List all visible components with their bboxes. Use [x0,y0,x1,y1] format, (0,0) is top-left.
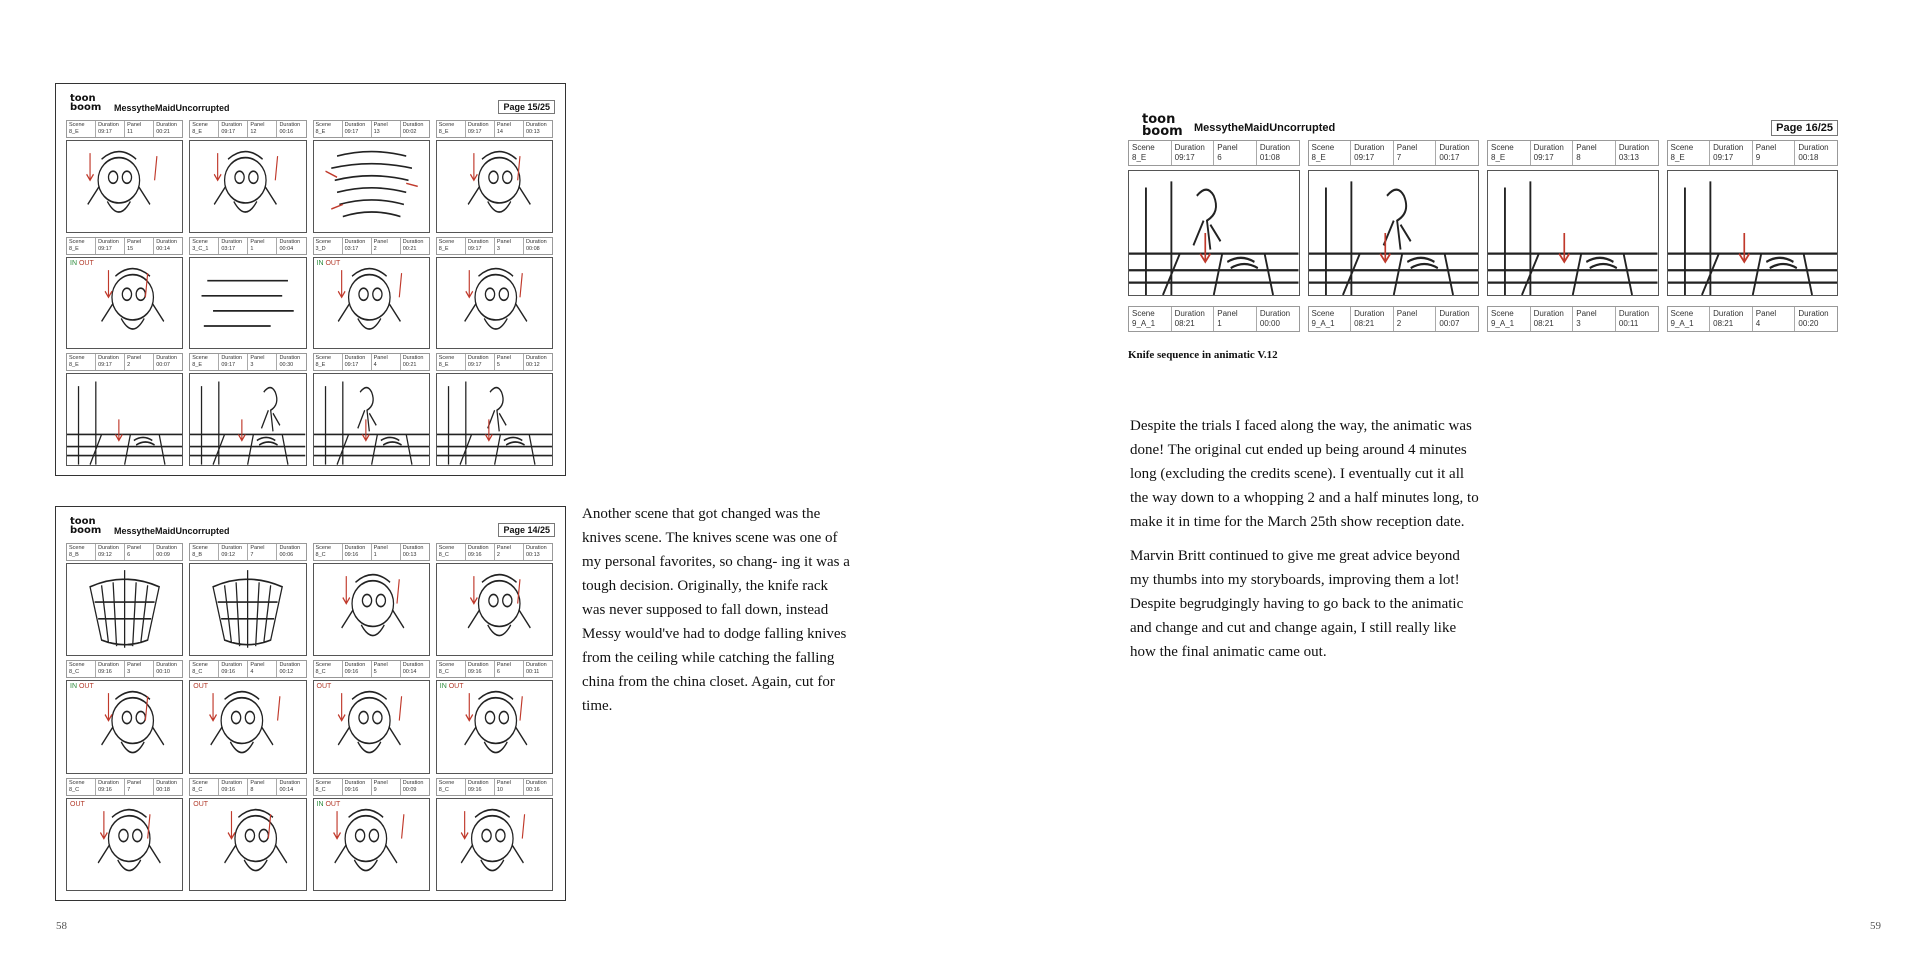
toonboom-logo: toon boom [70,516,102,536]
storyboard-panel [313,120,430,233]
meta-field: Scene 9_A_1 [1129,307,1172,331]
panel-meta [189,660,306,678]
storyboard-panel [66,237,183,350]
meta-field: Panel 4 [372,354,401,370]
meta-field: Duration 09:17 [466,354,495,370]
meta-field: Panel 9 [372,779,401,795]
in-out-marker: IN OUT [316,259,341,267]
meta-field: Panel 8 [1573,141,1616,165]
meta-field: Panel 6 [1214,141,1257,165]
meta-field: Duration 08:21 [1531,307,1574,331]
meta-field: Duration 09:17 [219,121,248,137]
meta-field: Duration 09:17 [96,238,125,254]
storyboard-panel [436,778,553,891]
meta-field: Scene 8_E [190,121,219,137]
storyboard-panel [189,660,306,773]
panel-meta [1487,306,1659,332]
panel-drawing [66,257,183,350]
panel-meta [436,778,553,796]
storyboard-page-16 [1128,98,1838,340]
panel-drawing [66,373,183,466]
in-out-marker: OUT [70,800,85,808]
panel-drawing [189,140,306,233]
storyboard-panel [436,353,553,466]
meta-field: Panel 1 [372,544,401,560]
meta-field: Duration 00:08 [525,238,547,252]
meta-field: Duration 00:09 [156,545,177,558]
meta-field: Duration 00:11 [525,662,547,676]
meta-field: Scene 8_C [190,661,219,677]
meta-field: Duration 03:17 [343,238,372,254]
meta-field: Panel 3 [248,354,277,370]
storyboard-panel [1128,140,1300,336]
meta-field: Scene 8_C [314,661,343,677]
toonboom-logo: toon boom [70,93,102,113]
panel-meta [313,353,430,371]
meta-field: Panel 7 [125,779,154,795]
panel-drawing [1128,170,1300,296]
storyboard-panel [189,353,306,466]
panel-drawing [436,798,553,891]
meta-field: Duration 00:30 [279,355,301,369]
meta-field: Panel 7 [248,544,277,560]
panel-drawing [189,798,306,891]
in-out-marker: OUT [316,683,332,691]
storyboard-panel [66,778,183,891]
panel-meta [189,353,306,371]
panel-drawing [189,563,306,656]
panel-drawing [436,140,553,233]
panel-drawing [313,680,430,773]
storyboard-panel [1667,140,1839,336]
meta-field: Duration 09:17 [1710,141,1753,165]
meta-field: Panel 11 [125,121,154,137]
meta-field: Scene 8_E [67,238,96,254]
meta-field: Duration 00:07 [1439,309,1470,328]
meta-field: Duration 00:18 [1798,143,1829,162]
meta-field: Duration 00:07 [156,355,177,369]
meta-field: Duration 00:13 [525,545,547,558]
meta-field: Scene 8_E [314,354,343,370]
meta-field: Panel 13 [372,121,401,137]
storyboard-panel [313,660,430,773]
storyboard-panel [189,778,306,891]
meta-field: Panel 14 [495,121,524,137]
meta-field: Duration 00:06 [279,545,301,558]
panel-drawing [189,373,306,466]
meta-field: Duration 09:17 [1531,141,1574,165]
panel-meta [66,353,183,371]
storyboard-panel [313,543,430,656]
meta-field: Panel 3 [125,661,154,677]
meta-field: Scene 8_E [1488,141,1531,165]
meta-field: Scene 8_B [67,544,96,560]
meta-field: Scene 8_C [190,779,219,795]
page-number-right: 59 [1870,920,1881,932]
meta-field: Duration 00:14 [279,779,301,793]
meta-field: Duration 00:14 [402,662,424,676]
meta-field: Duration 00:10 [156,662,177,676]
panel-meta [436,120,553,138]
panel-meta [1128,306,1300,332]
in-out-marker: IN OUT [70,259,94,267]
panel-meta [313,660,430,678]
panel-drawing [313,798,430,891]
left-paragraph: Another scene that got changed was the knives scene. The knives scene was one of my personal favorites, so chang- ing it was a tough decision. Originally, the knife rack was never supposed to fall down, instead Messy would've had to dodge falling knives from the ceiling while catching the falling china from the china closet. Again, cut for time. [582,506,850,714]
left-body-text [582,502,854,728]
panel-meta [436,543,553,561]
meta-field: Scene 8_E [190,354,219,370]
meta-field: Panel 6 [495,661,524,677]
meta-field: Duration 00:16 [279,122,301,135]
panel-drawing [436,680,553,773]
meta-field: Panel 6 [125,544,154,560]
meta-field: Duration 00:18 [156,779,177,793]
panel-meta [189,543,306,561]
in-out-marker: OUT [193,800,209,808]
meta-field: Duration 09:12 [96,544,125,560]
meta-field: Panel 2 [495,544,524,560]
panel-drawing [436,373,553,466]
meta-field: Duration 00:14 [156,238,177,252]
meta-field: Scene 8_C [437,779,466,795]
storyboard-panel [313,353,430,466]
meta-field: Duration 09:16 [219,661,248,677]
meta-field: Scene 8_E [437,121,466,137]
meta-field: Duration 09:17 [1172,141,1215,165]
meta-field: Scene 8_E [1309,141,1352,165]
panel-meta [66,660,183,678]
meta-field: Duration 00:20 [1798,309,1829,328]
meta-field: Duration 09:16 [343,779,372,795]
meta-field: Scene 8_C [67,779,96,795]
panel-drawing [189,257,306,350]
meta-field: Duration 00:21 [156,122,177,135]
panel-drawing [66,563,183,656]
panel-meta [436,660,553,678]
panel-drawing [66,680,183,773]
panel-meta [1308,306,1480,332]
meta-field: Duration 09:16 [466,544,495,560]
panel-meta [189,120,306,138]
meta-field: Panel 5 [495,354,524,370]
meta-field: Duration 09:17 [96,354,125,370]
meta-field: Panel 1 [248,238,277,254]
panel-drawing [313,257,430,350]
page-label: Page 14/25 [498,523,555,537]
storyboard-panel [66,120,183,233]
meta-field: Scene 8_E [314,121,343,137]
meta-field: Panel 10 [495,779,524,795]
right-paragraph-2: Marvin Britt continued to give me great advice beyond my thumbs into my storyboards, improving them a lot! Despite begrudgingly having to go back to the animatic and change and cut and change again, I still really like how the final animatic came out. [1130,548,1464,660]
panel-meta [313,120,430,138]
storyboard-panel [189,237,306,350]
panel-meta [1308,140,1480,166]
meta-field: Panel 9 [1753,141,1796,165]
meta-field: Scene 8_C [67,661,96,677]
panel-meta [1667,306,1839,332]
meta-field: Scene 8_B [190,544,219,560]
meta-field: Duration 00:04 [279,238,301,252]
meta-field: Scene 8_E [1668,141,1711,165]
meta-field: Duration 08:21 [1351,307,1394,331]
meta-field: Panel 7 [1394,141,1437,165]
in-out-marker: IN OUT [439,683,464,691]
figure-caption: Knife sequence in animatic V.12 [1128,349,1278,361]
meta-field: Duration 00:21 [402,238,424,252]
meta-field: Duration 09:16 [96,779,125,795]
meta-field: Duration 09:12 [219,544,248,560]
page-label: Page 15/25 [498,100,555,114]
meta-field: Duration 09:16 [343,661,372,677]
project-title: MessytheMaidUncorrupted [1194,122,1336,134]
right-body-text [1130,414,1482,674]
project-title: MessytheMaidUncorrupted [114,103,230,113]
storyboard-panel [436,543,553,656]
meta-field: Duration 09:16 [96,661,125,677]
meta-field: Duration 00:13 [402,545,424,558]
meta-field: Duration 09:17 [219,354,248,370]
meta-field: Scene 8_E [67,354,96,370]
meta-field: Duration 00:12 [525,355,547,369]
meta-field: Scene 8_E [1129,141,1172,165]
meta-field: Scene 8_C [314,544,343,560]
meta-field: Duration 00:13 [525,122,547,135]
panel-meta [436,237,553,255]
meta-field: Scene 8_C [437,544,466,560]
panel-drawing [1308,170,1480,296]
panel-grid [66,543,553,895]
meta-field: Scene 8_C [314,779,343,795]
meta-field: Scene 8_E [437,354,466,370]
panel-meta [189,778,306,796]
panel-meta [189,237,306,255]
meta-field: Scene 9_A_1 [1488,307,1531,331]
panel-drawing [313,140,430,233]
meta-field: Scene 8_E [437,238,466,254]
storyboard-panel [66,543,183,656]
meta-field: Duration 00:17 [1439,143,1470,162]
meta-field: Duration 00:16 [525,779,547,793]
panel-meta [1667,140,1839,166]
meta-field: Scene 9_A_1 [1668,307,1711,331]
meta-field: Duration 03:17 [219,238,248,254]
meta-field: Duration 09:17 [343,121,372,137]
meta-field: Scene 3_D [314,238,343,254]
toonboom-logo: toon boom [1142,112,1183,139]
panel-drawing [66,798,183,891]
meta-field: Duration 03:13 [1618,143,1650,162]
in-out-marker: IN OUT [316,800,341,808]
panel-drawing [189,680,306,773]
panel-drawing [436,563,553,656]
panel-drawing [66,140,183,233]
panel-meta [66,543,183,561]
meta-field: Duration 09:16 [219,779,248,795]
in-out-marker: OUT [193,683,209,691]
meta-field: Duration 09:16 [466,779,495,795]
meta-field: Duration 09:16 [466,661,495,677]
meta-field: Duration 08:21 [1172,307,1215,331]
panel-drawing [313,563,430,656]
panel-grid [1128,140,1838,336]
meta-field: Duration 01:08 [1259,143,1291,162]
page-number-left: 58 [56,920,67,932]
meta-field: Panel 2 [1394,307,1437,331]
in-out-marker: IN OUT [70,683,94,691]
meta-field: Panel 3 [1573,307,1616,331]
meta-field: Duration 00:02 [402,122,424,135]
page-label: Page 16/25 [1771,120,1838,136]
meta-field: Duration 00:21 [402,355,424,369]
meta-field: Panel 4 [1753,307,1796,331]
panel-meta [66,237,183,255]
storyboard-panel [313,237,430,350]
meta-field: Duration 00:00 [1259,309,1291,328]
panel-meta [436,353,553,371]
panel-drawing [1487,170,1659,296]
meta-field: Panel 2 [372,238,401,254]
storyboard-panel [436,237,553,350]
meta-field: Duration 00:11 [1618,309,1650,328]
meta-field: Duration 00:09 [402,779,424,793]
storyboard-panel [66,660,183,773]
meta-field: Duration 00:12 [279,662,301,676]
panel-meta [313,778,430,796]
meta-field: Scene 8_E [67,121,96,137]
meta-field: Panel 12 [248,121,277,137]
storyboard-panel [66,353,183,466]
storyboard-page-14 [55,506,566,901]
right-paragraph-1: Despite the trials I faced along the way, the animatic was done! The original cut ended up being around 4 minutes long (excluding the credits scene). I eventually cut it all the way down to a whopping 2 and a half minutes long, to make it in time for the March 25th show reception date. [1130,418,1479,530]
storyboard-panel [436,660,553,773]
meta-field: Duration 09:17 [1351,141,1394,165]
meta-field: Duration 09:16 [343,544,372,560]
panel-grid [66,120,553,470]
meta-field: Panel 4 [248,661,277,677]
meta-field: Panel 5 [372,661,401,677]
storyboard-panel [189,120,306,233]
storyboard-panel [189,543,306,656]
storyboard-header [1128,98,1838,140]
meta-field: Panel 3 [495,238,524,254]
panel-meta [313,237,430,255]
panel-meta [1487,140,1659,166]
panel-drawing [1667,170,1839,296]
storyboard-panel [313,778,430,891]
meta-field: Duration 09:17 [466,238,495,254]
storyboard-panel [1487,140,1659,336]
meta-field: Scene 8_C [437,661,466,677]
meta-field: Scene 9_A_1 [1309,307,1352,331]
panel-drawing [436,257,553,350]
panel-drawing [313,373,430,466]
storyboard-header [56,84,565,118]
meta-field: Panel 1 [1214,307,1257,331]
storyboard-header [56,507,565,541]
panel-meta [66,778,183,796]
meta-field: Duration 09:17 [96,121,125,137]
storyboard-panel [1308,140,1480,336]
meta-field: Duration 08:21 [1710,307,1753,331]
meta-field: Panel 15 [125,238,154,254]
panel-meta [1128,140,1300,166]
storyboard-panel [436,120,553,233]
panel-meta [66,120,183,138]
meta-field: Scene 3_C_1 [190,238,219,254]
panel-meta [313,543,430,561]
storyboard-page-15 [55,83,566,476]
meta-field: Duration 09:17 [343,354,372,370]
meta-field: Duration 09:17 [466,121,495,137]
meta-field: Panel 8 [248,779,277,795]
project-title: MessytheMaidUncorrupted [114,526,230,536]
meta-field: Panel 2 [125,354,154,370]
